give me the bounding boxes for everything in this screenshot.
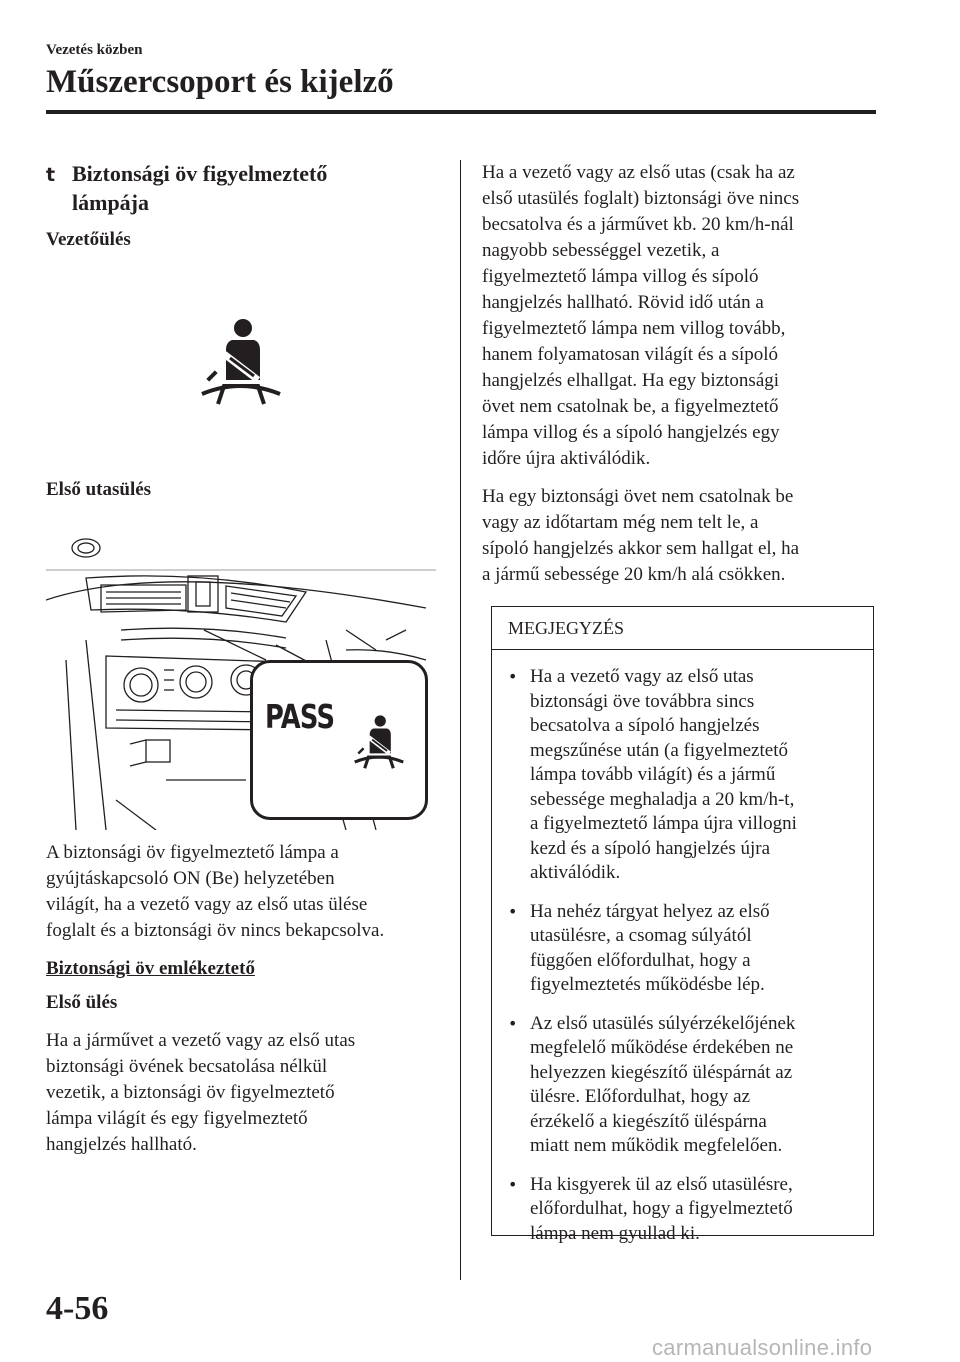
- text-line: becsatolva a sípoló hangjelzés: [530, 715, 760, 736]
- note-title: MEGJEGYZÉS: [492, 607, 873, 650]
- text-line: nagyobb sebességgel vezetik, a: [482, 240, 720, 261]
- section-heading: [46, 160, 446, 217]
- text-line: megszűnése után (a figyelmeztető: [530, 739, 788, 761]
- text-line: lámpa villog és a sípoló hangjelzés egy: [482, 422, 780, 443]
- warning-lamp-description: [46, 840, 446, 944]
- text-line: vezetik, a biztonsági öv figyelmeztető: [46, 1082, 335, 1103]
- pass-indicator-label: PASS: [265, 697, 335, 736]
- text-line: lámpa nem gyullad ki.: [530, 1222, 700, 1244]
- text-line: miatt nem működik megfelelően.: [530, 1135, 783, 1156]
- text-line: becsatolva és a járművet kb. 20 km/h-nál: [482, 214, 794, 235]
- text-line: övet nem csatolnak be, a figyelmeztető: [482, 396, 779, 417]
- text-line: • Ha a vezető vagy az első utas: [530, 666, 754, 687]
- text-line: • Ha kisgyerek ül az első utasülésre,: [530, 1173, 793, 1195]
- text-line: gyújtáskapcsoló ON (Be) helyzetében: [46, 868, 335, 889]
- text-line: Ha egy biztonsági övet nem csatolnak be: [482, 486, 794, 507]
- text-line: a figyelmeztető lámpa újra villogni: [530, 813, 797, 834]
- text-line: biztonsági öve továbbra sincs: [530, 690, 755, 712]
- text-line: aktiválódik.: [530, 862, 621, 883]
- column-divider: [460, 160, 461, 1280]
- text-line: Ha a járművet a vezető vagy az első utas: [46, 1030, 356, 1051]
- text-line: • Az első utasülés súlyérzékelőjének: [530, 1012, 796, 1034]
- text-line: hangjelzés hallható. Rövid idő után a: [482, 292, 764, 313]
- text-line: figyelmeztető lámpa nem villog tovább,: [482, 318, 786, 339]
- passenger-seatbelt-icon: [351, 713, 407, 775]
- seatbelt-warning-icon: [196, 318, 286, 412]
- text-line: • Ha nehéz tárgyat helyez az első: [530, 900, 770, 922]
- heading-line-2: lámpája: [72, 190, 149, 215]
- text-line: megfelelő működése érdekében ne: [530, 1037, 794, 1058]
- text-line: előfordulhat, hogy a figyelmeztető: [530, 1198, 793, 1219]
- text-line: hanem folyamatosan világít és a sípoló: [482, 344, 779, 365]
- heading-bullet: t: [46, 164, 56, 186]
- note-list: [506, 665, 866, 1260]
- front-seat-label: Első ülés: [46, 992, 118, 1013]
- chapter-title: Műszercsoport és kijelző: [46, 64, 394, 100]
- note-item: [506, 1173, 866, 1247]
- right-paragraph-2: [482, 484, 882, 588]
- text-line: lámpa világít és egy figyelmeztető: [46, 1108, 308, 1129]
- heading-line-1: Biztonsági öv figyelmeztető: [72, 161, 328, 186]
- text-line: A biztonsági öv figyelmeztető lámpa a: [46, 842, 339, 863]
- title-rule: [46, 110, 876, 114]
- text-line: sípoló hangjelzés akkor sem hallgat el, ha: [482, 538, 800, 559]
- text-line: figyelmeztetés működésbe lép.: [530, 974, 765, 995]
- text-line: első utasülés foglalt) biztonsági öve nincs: [482, 188, 800, 209]
- page-number: 4-56: [46, 1290, 109, 1327]
- driver-seat-label: Vezetőülés: [46, 229, 131, 250]
- text-line: utasülésre, a csomag súlyától: [530, 925, 752, 946]
- text-line: érzékelő a kiegészítő üléspárna: [530, 1110, 767, 1132]
- text-line: sebessége meghaladja a 20 km/h-t,: [530, 788, 795, 810]
- note-box: [491, 606, 874, 1244]
- text-line: függően előfordulhat, hogy a: [530, 949, 751, 971]
- text-line: ülésre. Előfordulhat, hogy az: [530, 1086, 751, 1107]
- text-line: lámpa tovább világít) és a jármű: [530, 764, 776, 785]
- text-line: a jármű sebessége 20 km/h alá csökken.: [482, 564, 786, 585]
- text-line: Ha a vezető vagy az első utas (csak ha az: [482, 162, 795, 183]
- text-line: figyelmeztető lámpa villog és sípoló: [482, 266, 759, 287]
- text-line: kezd és a sípoló hangjelzés újra: [530, 837, 771, 859]
- note-item: [506, 900, 866, 998]
- text-line: világít, ha a vezető vagy az első utas ülése: [46, 894, 368, 915]
- reminder-description: [46, 1028, 446, 1158]
- watermark: carmanualsonline.info: [652, 1335, 873, 1360]
- note-item: [506, 665, 866, 886]
- passenger-seat-label: Első utasülés: [46, 479, 152, 500]
- text-line: helyezzen kiegészítő üléspárnát az: [530, 1061, 793, 1083]
- text-line: hangjelzés hallható.: [46, 1134, 197, 1155]
- section-label: Vezetés közben: [46, 42, 143, 58]
- reminder-heading: Biztonsági öv emlékeztető: [46, 958, 255, 979]
- text-line: hangjelzés elhallgat. Ha egy biztonsági: [482, 370, 780, 391]
- pass-indicator-callout: [250, 660, 428, 820]
- text-line: időre újra aktiválódik.: [482, 448, 651, 469]
- text-line: vagy az időtartam még nem telt le, a: [482, 512, 759, 533]
- text-line: foglalt és a biztonsági öv nincs bekapcsolva.: [46, 920, 385, 941]
- right-paragraph-1: [482, 160, 882, 472]
- note-item: [506, 1012, 866, 1159]
- text-line: biztonsági övének becsatolása nélkül: [46, 1056, 328, 1077]
